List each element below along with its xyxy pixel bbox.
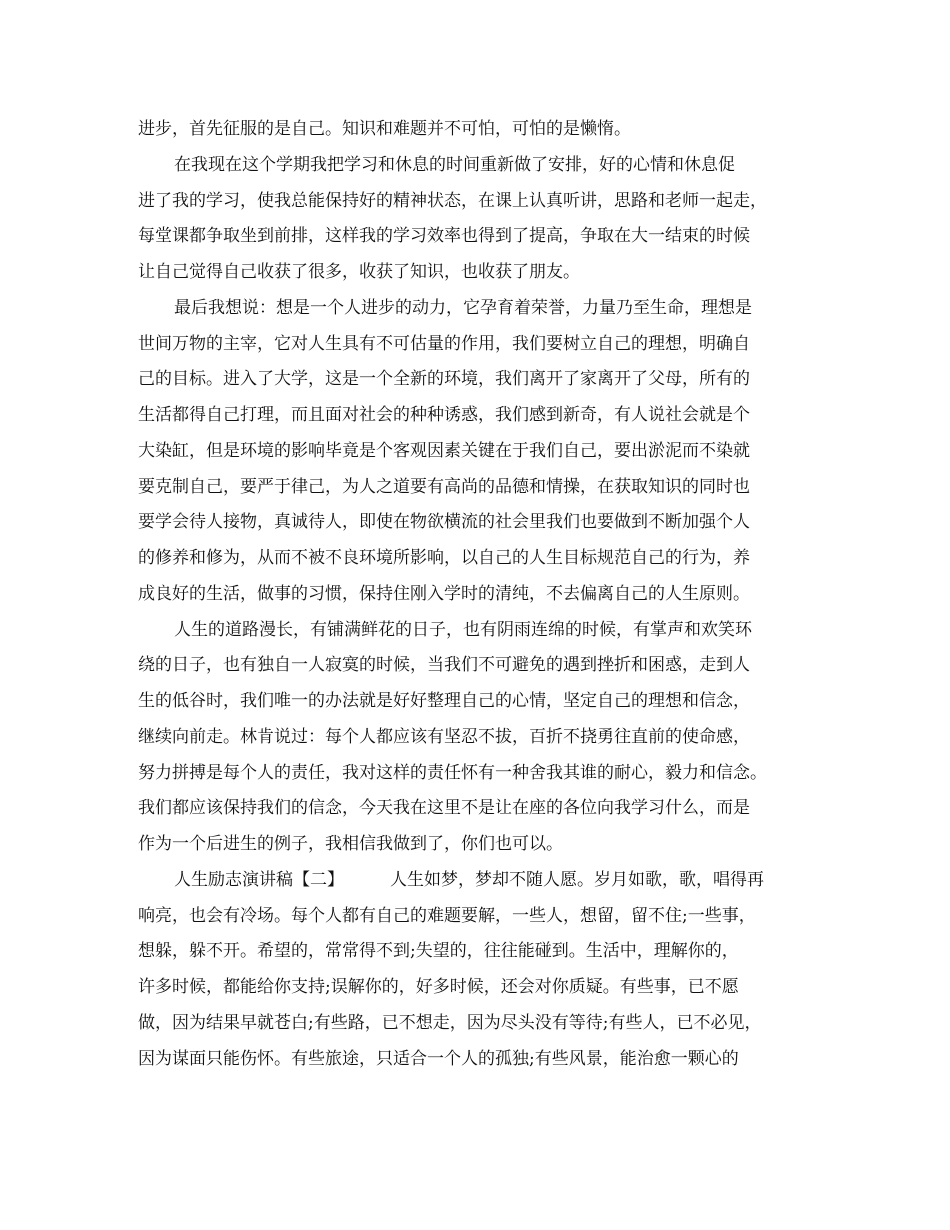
paragraph-start-line: 人生的道路漫长，有铺满鲜花的日子，也有阴雨连绵的时候，有掌声和欢笑环 [174, 619, 752, 640]
paragraph-start-line: 最后我想说：想是一个人进步的动力，它孕育着荣誉，力量乃至生命，理想是 [174, 297, 752, 318]
text-line: 因为谋面只能伤怀。有些旅途，只适合一个人的孤独;有些风景，能治愈一颗心的 [138, 1048, 739, 1069]
text-line: 作为一个后进生的例子，我相信我做到了，你们也可以。 [138, 834, 563, 854]
text-line: 许多时候，都能给你支持;误解你的，好多时候，还会对你质疑。有些事，已不愿 [138, 977, 739, 997]
paragraph-start-line: 在我现在这个学期我把学习和休息的时间重新做了安排，好的心情和休息促 [174, 154, 735, 175]
text-line: 要学会待人接物，真诚待人，即使在物欲横流的社会里我们也要做到不断加强个人 [138, 512, 750, 533]
text-line: 每堂课都争取坐到前排，这样我的学习效率也得到了提高，争取在大一结束的时候 [138, 226, 750, 247]
text-line: 成良好的生活，做事的习惯，保持住刚入学时的清纯，不去偏离自己的人生原则。 [138, 583, 750, 604]
section-line [138, 863, 828, 899]
text-line: 我们都应该保持我们的信念，今天我在这里不是让在座的各位向我学习什么，而是 [138, 798, 750, 819]
text-line: 要克制自己，要严于律己，为人之道要有高尚的品德和情操，在获取知识的同时也 [138, 476, 750, 497]
text-line: 大染缸，但是环境的影响毕竟是个客观因素关键在于我们自己，要出淤泥而不染就 [138, 440, 750, 461]
text-line: 进步，首先征服的是自己。知识和难题并不可怕，可怕的是懒惰。 [138, 119, 631, 139]
text-line: 让自己觉得自己收获了很多，收获了知识，也收获了朋友。 [138, 262, 580, 282]
document-body [138, 112, 828, 1077]
section-first-line: 人生如梦，梦却不随人愿。岁月如歌，歌，唱得再 [390, 869, 764, 890]
text-line: 进了我的学习，使我总能保持好的精神状态，在课上认真听讲，思路和老师一起走， [138, 190, 767, 211]
text-line: 响亮，也会有冷场。每个人都有自己的难题要解，一些人，想留，留不住;一些事， [138, 905, 756, 926]
text-line: 绕的日子，也有独自一人寂寞的时候，当我们不可避免的遇到挫折和困惑，走到人 [138, 655, 750, 676]
text-line: 继续向前走。林肯说过：每个人都应该有坚忍不拔，百折不挠勇往直前的使命感， [138, 726, 750, 747]
section-heading: 人生励志演讲稿【二】 [174, 869, 344, 890]
text-line: 世间万物的主宰，它对人生具有不可估量的作用，我们要树立自己的理想，明确自 [138, 333, 750, 354]
text-line: 己的目标。进入了大学，这是一个全新的环境，我们离开了家离开了父母，所有的 [138, 369, 750, 390]
text-line: 努力拼搏是每个人的责任，我对这样的责任怀有一种舍我其谁的耐心，毅力和信念。 [138, 762, 767, 783]
text-line: 生活都得自己打理，而且面对社会的种种诱惑，我们感到新奇，有人说社会就是个 [138, 405, 750, 425]
text-line: 想躲，躲不开。希望的，常常得不到;失望的，往往能碰到。生活中，理解你的， [138, 941, 739, 962]
text-line: 的修养和修为，从而不被不良环境所影响，以自己的人生目标规范自己的行为，养 [138, 548, 750, 568]
text-line: 做，因为结果早就苍白;有些路，已不想走，因为尽头没有等待;有些人，已不必见， [138, 1012, 762, 1033]
text-line: 生的低谷时，我们唯一的办法就是好好整理自己的心情，坚定自己的理想和信念， [138, 691, 750, 711]
